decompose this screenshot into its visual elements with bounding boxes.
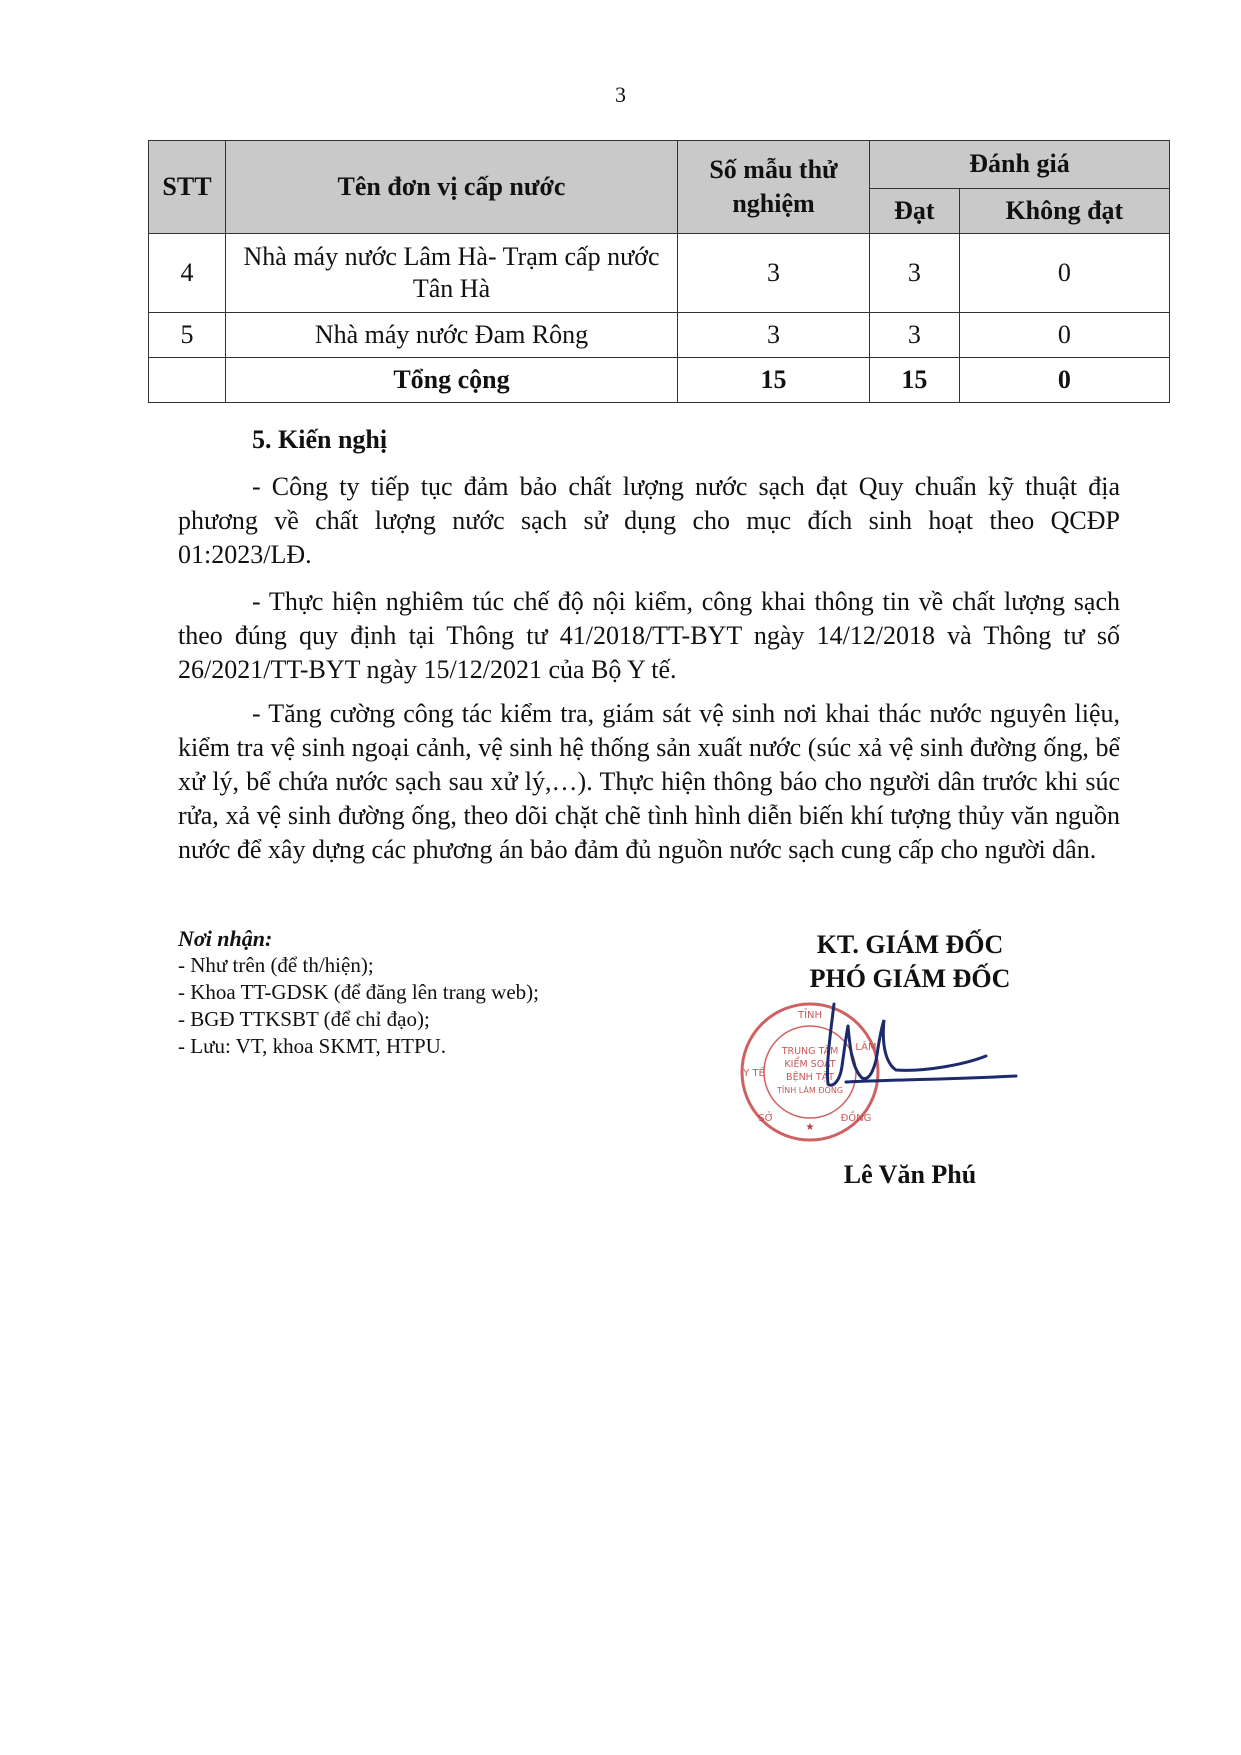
signer-name: Lê Văn Phú (843, 1160, 977, 1189)
recipients-title: Nơi nhận: (178, 926, 273, 951)
table-row (149, 313, 1170, 358)
stamp-text-left: Y TẾ (743, 1068, 765, 1079)
signature-title-line2: PHÓ GIÁM ĐỐC (809, 964, 1011, 993)
total-fail: 0 (959, 358, 1169, 403)
total-row (149, 358, 1170, 403)
row-unit-name: Nhà máy nước Lâm Hà- Trạm cấp nước Tân Hà (226, 234, 678, 313)
recommendation-paragraph: - Công ty tiếp tục đảm bảo chất lượng nước sạch đạt Quy chuẩn kỹ thuật địa phương về chất lượng nước sạch sử dụng cho mục đích sinh hoạt theo QCĐP 01:2023/LĐ. (178, 472, 1120, 569)
recommendation-paragraph: - Tăng cường công tác kiểm tra, giám sát vệ sinh nơi khai thác nước nguyên liệu, kiểm tra vệ sinh ngoại cảnh, vệ sinh hệ thống sản xuất nước (súc xả vệ sinh đường ống, bể xử lý, bể chứa nước sạch sau xử lý,…). Thực hiện thông báo cho người dân trước khi súc rửa, xả vệ sinh đường ống, theo dõi chặt chẽ tình hình diễn biến khí tượng thủy văn nguồn nước để xây dựng các phương án bảo đảm đủ nguồn nước sạch cung cấp cho người dân. (178, 699, 1120, 864)
row-stt: 4 (149, 234, 226, 313)
row-fail: 0 (959, 234, 1169, 313)
section-heading: 5. Kiến nghị (252, 425, 388, 454)
row-fail: 0 (959, 313, 1169, 358)
total-pass: 15 (870, 358, 960, 403)
row-stt: 5 (149, 313, 226, 358)
signature-title-line1: KT. GIÁM ĐỐC (816, 930, 1004, 959)
row-unit-name: Nhà máy nước Đam Rông (226, 313, 678, 358)
recipient-item: - Lưu: VT, khoa SKMT, HTPU. (178, 1034, 447, 1058)
total-empty-cell (149, 358, 226, 403)
recipient-item: - Như trên (để th/hiện); (178, 953, 374, 977)
stamp-star-icon: ★ (805, 1122, 815, 1133)
table-row (149, 234, 1170, 313)
stamp-text-line1: TRUNG TÂM (781, 1046, 839, 1057)
header-pass: Đạt (870, 188, 960, 234)
stamp-text-line2: KIỂM SOÁT (784, 1059, 836, 1070)
recipients-block (178, 925, 539, 1060)
header-fail: Không đạt (959, 188, 1169, 234)
header-evaluation: Đánh giá (870, 141, 1170, 189)
recipient-item: - BGĐ TTKSBT (để chỉ đạo); (178, 1007, 430, 1031)
stamp-text-line3: BỆNH TẬT (786, 1072, 834, 1083)
page-number: 3 (615, 82, 626, 107)
header-stt: STT (149, 141, 226, 234)
stamp-text-bottom-right: ĐỒNG (840, 1113, 872, 1124)
stamp-text-bottom-left: SỞ (758, 1113, 774, 1124)
row-pass: 3 (870, 234, 960, 313)
recipient-item: - Khoa TT-GDSK (để đăng lên trang web); (178, 980, 539, 1004)
official-stamp-and-signature (736, 996, 1036, 1146)
total-label: Tổng cộng (226, 358, 678, 403)
recommendation-paragraph: - Thực hiện nghiêm túc chế độ nội kiểm, công khai thông tin về chất lượng sạch theo đúng quy định tại Thông tư 41/2018/TT-BYT ngày 14/12/2018 và Thông tư số 26/2021/TT-BYT ngày 15/12/2021 của Bộ Y tế. (178, 587, 1120, 684)
stamp-text-right: LÂM (855, 1042, 877, 1053)
stamp-text-line4: TỈNH LÂM ĐỒNG (776, 1086, 844, 1095)
signature-title-block (755, 928, 1065, 996)
header-unit-name: Tên đơn vị cấp nước (226, 141, 678, 234)
row-pass: 3 (870, 313, 960, 358)
results-table (148, 140, 1170, 403)
row-sample-count: 3 (678, 313, 870, 358)
row-sample-count: 3 (678, 234, 870, 313)
stamp-text-top: TỈNH (797, 1010, 823, 1021)
total-sample-count: 15 (678, 358, 870, 403)
header-sample-count: Số mẫu thử nghiệm (678, 141, 870, 234)
